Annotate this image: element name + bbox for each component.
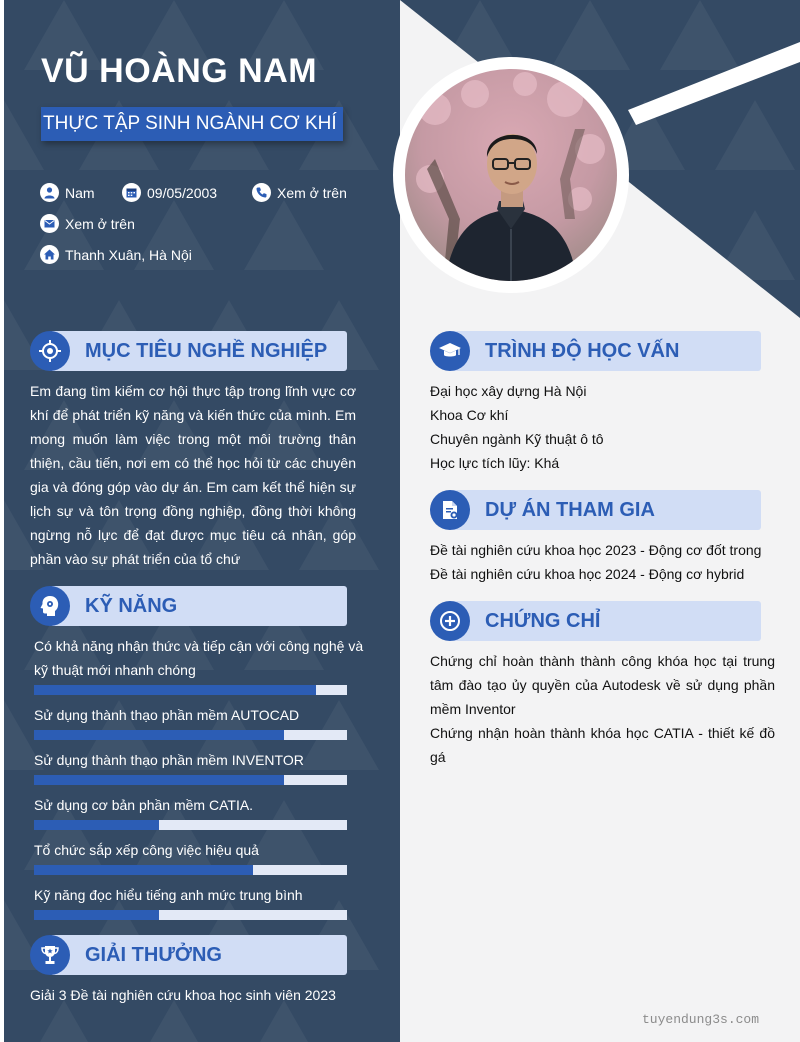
graduation-cap-icon — [430, 331, 470, 371]
certificates-text — [430, 649, 775, 769]
objective-line: thiện, cầu tiến, nơi em có thể học hỏi từ các chuyên — [30, 455, 356, 471]
certificates-heading — [430, 601, 770, 641]
certificate-line: Chứng chỉ hoàn thành thành công khóa học tại trung — [430, 653, 775, 669]
skill-label: Sử dụng thành thạo phần mềm INVENTOR — [34, 752, 304, 768]
email-value: Xem ở trên — [65, 215, 135, 232]
gender-value: Nam — [65, 184, 95, 201]
award-item: Giải 3 Đề tài nghiên cứu khoa học sinh viên 2023 — [30, 987, 336, 1003]
calendar-icon — [122, 183, 141, 202]
awards-title: GIẢI THƯỞNG — [85, 944, 222, 966]
certificates-title: CHỨNG CHỈ — [485, 610, 601, 632]
skill-bar-fill — [34, 865, 253, 875]
phone-value: Xem ở trên — [277, 184, 347, 201]
project-item: Đề tài nghiên cứu khoa học 2024 - Động cơ hybrid — [430, 566, 745, 582]
objective-line: lịch sự và tôn trọng đồng nghiệp, đồng thời không — [30, 503, 356, 519]
objective-line: phần vào sự phát triển của tổ chứ — [30, 551, 241, 567]
head-gears-icon — [30, 586, 70, 626]
objective-line: khí để phát triển kỹ năng và kiến thức của mình. Em — [30, 407, 356, 423]
skill-bar — [34, 775, 347, 785]
education-line: Học lực tích lũy: Khá — [430, 455, 560, 471]
skills-title: KỸ NĂNG — [85, 595, 178, 617]
skill-label: Sử dụng cơ bản phần mềm CATIA. — [34, 797, 254, 813]
skill-label: Tổ chức sắp xếp công việc hiệu quả — [34, 842, 259, 858]
birthday-info — [122, 183, 217, 202]
gender-info — [40, 183, 95, 202]
target-icon — [30, 331, 70, 371]
awards-heading — [30, 935, 350, 975]
objective-line: mong muốn làm việc trong một môi trường thân — [30, 431, 356, 447]
objective-line: ngừng nỗ lực để đạt được mục tiêu cá nhân, góp — [30, 527, 356, 543]
plus-circle-icon — [430, 601, 470, 641]
candidate-name: VŨ HOÀNG NAM — [41, 52, 318, 90]
skill-bar-fill — [34, 730, 284, 740]
email-info — [40, 214, 135, 233]
watermark: tuyendung3s.com — [642, 1012, 760, 1027]
projects-heading — [430, 490, 770, 530]
skill-label: Sử dụng thành thạo phần mềm AUTOCAD — [34, 707, 300, 723]
certificate-line: Chứng nhận hoàn thành khóa học CATIA - thiết kế đồ — [430, 725, 775, 741]
skill-bar — [34, 865, 347, 875]
skill-bar-fill — [34, 685, 316, 695]
project-item: Đề tài nghiên cứu khoa học 2023 - Động cơ đốt trong — [430, 542, 762, 558]
education-title: TRÌNH ĐỘ HỌC VẤN — [485, 340, 680, 362]
objective-title: MỤC TIÊU NGHỀ NGHIỆP — [85, 340, 328, 362]
objective-text — [30, 379, 356, 571]
certificate-line: gá — [430, 749, 446, 765]
address-info — [40, 245, 192, 264]
profile-photo — [405, 69, 617, 281]
education-heading — [430, 331, 770, 371]
mail-icon — [40, 214, 59, 233]
birthday-value: 09/05/2003 — [147, 184, 218, 201]
document-icon — [430, 490, 470, 530]
trophy-icon — [30, 935, 70, 975]
skill-bar — [34, 820, 347, 830]
skill-bar — [34, 730, 347, 740]
education-line: Đại học xây dựng Hà Nội — [430, 383, 587, 399]
skill-label: Kỹ năng đọc hiểu tiếng anh mức trung bình — [34, 887, 303, 903]
objective-line: Em đang tìm kiếm cơ hội thực tập trong lĩnh vực cơ — [30, 383, 356, 399]
skill-bar-fill — [34, 910, 159, 920]
job-title: THỰC TẬP SINH NGÀNH CƠ KHÍ — [41, 107, 343, 141]
skill-label: Có khả năng nhận thức và tiếp cận với công nghệ và kỹ thuật mới nhanh chóng — [34, 638, 364, 678]
home-icon — [40, 245, 59, 264]
skill-bar — [34, 685, 347, 695]
skill-bar — [34, 910, 347, 920]
projects-title: DỰ ÁN THAM GIA — [485, 499, 655, 521]
skill-bar-fill — [34, 820, 159, 830]
objective-line: gia và đóng góp vào dự án. Em cam kết thể hiện sự — [30, 479, 356, 495]
user-icon — [40, 183, 59, 202]
address-value: Thanh Xuân, Hà Nội — [65, 246, 192, 263]
cv-page — [4, 0, 800, 1042]
certificate-line: tâm đào tạo ủy quyền của Autodesk về sử dụng phần — [430, 677, 775, 693]
objective-heading — [30, 331, 350, 371]
education-line: Chuyên ngành Kỹ thuật ô tô — [430, 431, 604, 447]
phone-icon — [252, 183, 271, 202]
certificate-line: mềm Inventor — [430, 701, 516, 717]
education-line: Khoa Cơ khí — [430, 407, 509, 423]
skills-heading — [30, 586, 350, 626]
skill-bar-fill — [34, 775, 284, 785]
phone-info — [252, 183, 347, 202]
